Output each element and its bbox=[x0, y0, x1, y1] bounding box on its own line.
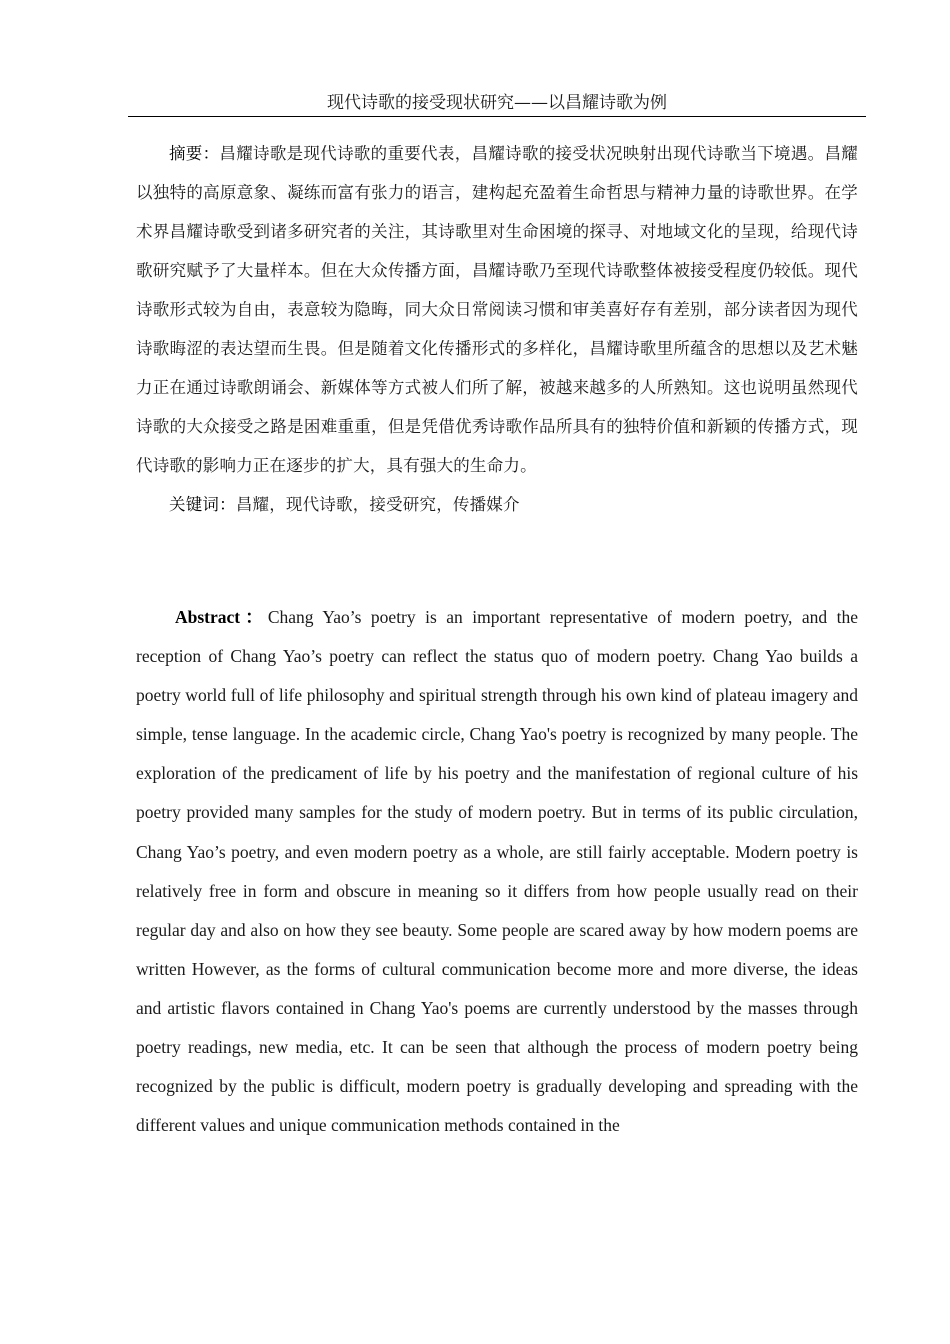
chinese-keywords-paragraph bbox=[136, 485, 858, 524]
chinese-keywords-text: 昌耀，现代诗歌，接受研究，传播媒介 bbox=[235, 495, 520, 514]
english-abstract-label: Abstract： bbox=[175, 607, 268, 627]
chinese-abstract-text: 昌耀诗歌是现代诗歌的重要代表，昌耀诗歌的接受状况映射出现代诗歌当下境遇。昌耀以独特的高原意象、凝练而富有张力的语言，建构起充盈着生命哲思与精神力量的诗歌世界。在学术界昌耀诗歌受到诸多研究者的关注，其诗歌里对生命困境的探寻、对地域文化的呈现，给现代诗歌研究赋予了大量样本。但在大众传播方面，昌耀诗歌乃至现代诗歌整体被接受程度仍较低。现代诗歌形式较为自由，表意较为隐晦，同大众日常阅读习惯和审美喜好存有差别，部分读者因为现代诗歌晦涩的表达望而生畏。但是随着文化传播形式的多样化，昌耀诗歌里所蕴含的思想以及艺术魅力正在通过诗歌朗诵会、新媒体等方式被人们所了解，被越来越多的人所熟知。这也说明虽然现代诗歌的大众接受之路是困难重重，但是凭借优秀诗歌作品所具有的独特价值和新颖的传播方式，现代诗歌的影响力正在逐步的扩大，具有强大的生命力。 bbox=[136, 144, 858, 475]
chinese-abstract-section bbox=[136, 134, 858, 524]
running-header: 现代诗歌的接受现状研究——以昌耀诗歌为例 bbox=[128, 90, 866, 117]
english-abstract-paragraph bbox=[136, 598, 858, 1145]
english-abstract-section bbox=[136, 598, 858, 1145]
chinese-abstract-paragraph bbox=[136, 134, 858, 485]
chinese-keywords-label: 关键词： bbox=[169, 495, 236, 514]
english-abstract-text: Chang Yao’s poetry is an important representative of modern poetry, and the reception of Chang Yao’s poetry can reflect the status quo of modern poetry. Chang Yao builds a poetry world full of life philosophy and spiritual strength through his own kind of plateau imagery and simple, tense language. In the academic circle, Chang Yao's poetry is recognized by many people. The exploration of the predicament of life by his poetry and the manifestation of regional culture of his poetry provided many samples for the study of modern poetry. But in terms of its public circulation, Chang Yao’s poetry, and even modern poetry as a whole, are still fairly acceptable. Modern poetry is relatively free in form and obscure in meaning so it differs from how people usually read on their regular day and also on how they see beauty. Some people are scared away by how modern poems are written However, as the forms of cultural communication become more and more diverse, the ideas and artistic flavors contained in Chang Yao's poems are currently understood by the masses through poetry readings, new media, etc. It can be seen that although the process of modern poetry being recognized by the public is difficult, modern poetry is gradually developing and spreading with the different values and unique communication methods contained in the bbox=[136, 607, 858, 1136]
chinese-abstract-label: 摘要： bbox=[169, 144, 220, 163]
